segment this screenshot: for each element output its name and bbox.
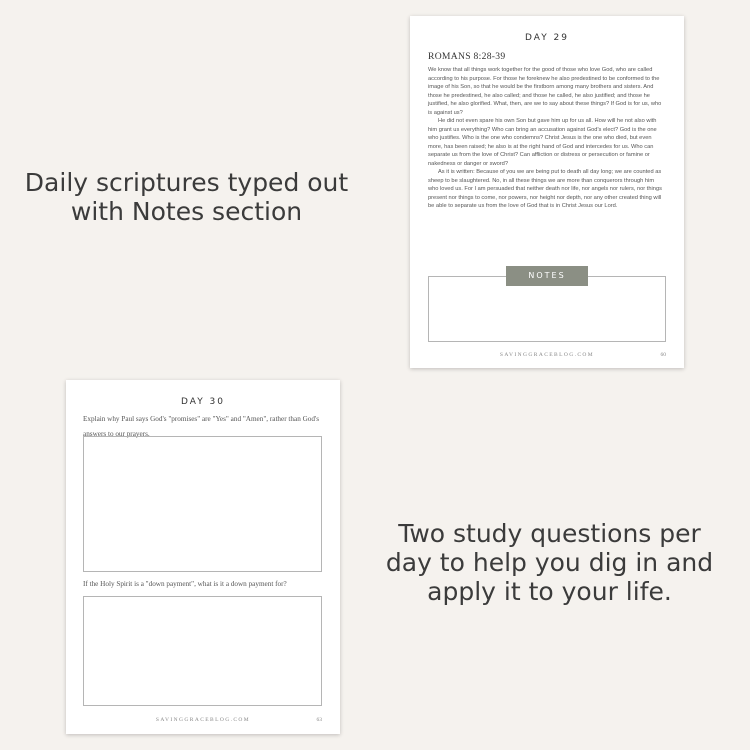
day-heading: DAY 29 xyxy=(524,33,570,43)
day-heading: DAY 30 xyxy=(180,397,226,407)
page-number: 60 xyxy=(660,352,666,358)
passage-title: ROMANS 8:28-39 xyxy=(428,51,506,62)
page-footer: SAVINGGRACEBLOG.COM xyxy=(499,352,595,358)
journal-page-day-30 xyxy=(66,380,340,734)
passage-paragraph: As it is written: Because of you we are being put to death all day long; we are counted as sheep to be slaughtered. No, in all these things we are more than conquerors through him who loved us. For I am persuaded that neither death nor life, nor angels nor rulers, nor things present nor things to come, nor powers, nor height nor depth, nor any other created thing will be able to separate us from the love of God that is in Christ Jesus our Lord. xyxy=(428,169,662,209)
notes-label: NOTES xyxy=(506,266,588,286)
passage-paragraph: He did not even spare his own Son but gave him up for us all. How will he not also with him grant us everything? Who can bring an accusation against God's elect? God is the one who justifies. Who is the one who condemns? Christ Jesus is the one who died, but even more, has been raised; he also is at the right hand of God and intercedes for us. Who can separate us from the love of Christ? Can affliction or distress or persecution or famine or nakedness or danger or sword? xyxy=(428,118,657,167)
study-question-2: If the Holy Spirit is a "down payment", what is it a down payment for? xyxy=(83,580,287,588)
page-footer: SAVINGGRACEBLOG.COM xyxy=(155,717,251,723)
passage-paragraph: We know that all things work together for the good of those who love God, who are called according to his purpose. For those he foreknew he also predestined to be conformed to the image of his Son, so that he would be the firstborn among many brothers and sisters. And those he predestined, he also called; and those he called, he also justified; and those he justified, he also glorified. What, then, are we to say about these things? If God is for us, who is against us? xyxy=(428,67,662,116)
caption-study-questions: Two study questions per day to help you dig in and apply it to your life. xyxy=(385,519,714,606)
journal-page-day-29 xyxy=(410,16,684,368)
page-number: 63 xyxy=(316,717,322,723)
answer-box-1 xyxy=(83,436,322,572)
caption-scriptures: Daily scriptures typed out with Notes section xyxy=(24,168,349,226)
scripture-passage xyxy=(428,66,666,211)
answer-box-2 xyxy=(83,596,322,706)
study-question-1: Explain why Paul says God's "promises" are "Yes" and "Amen", rather than God's answers to our prayers. xyxy=(83,415,320,438)
